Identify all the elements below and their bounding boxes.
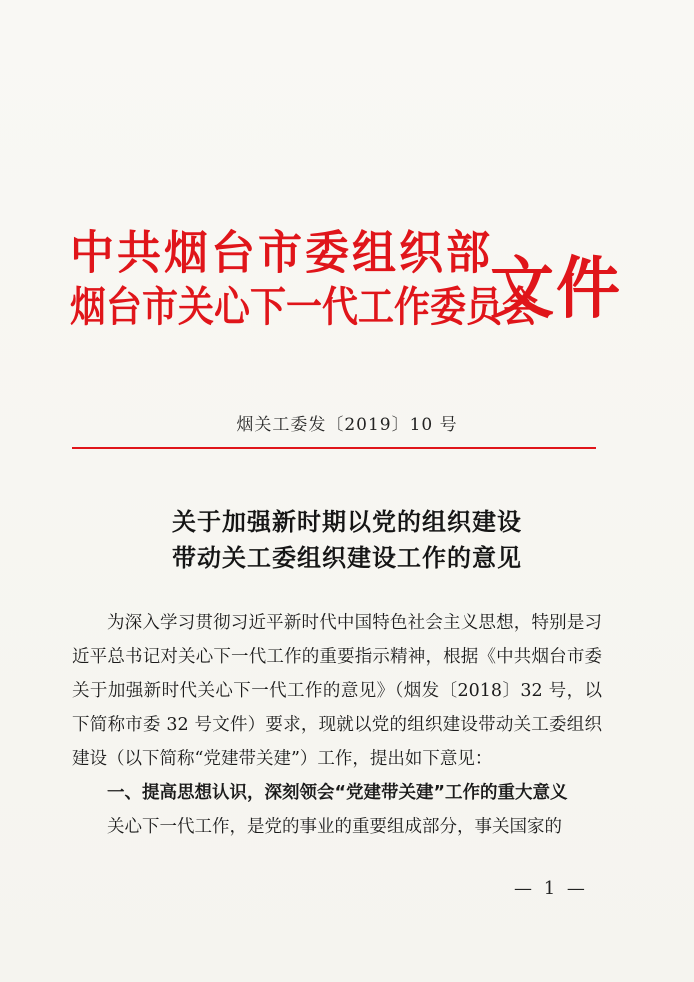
document-title-line-2: 带动关工委组织建设工作的意见 [172, 543, 522, 572]
document-type-label: 文件 [490, 250, 622, 329]
page-number: — 1 — [514, 878, 588, 899]
red-separator-line [72, 447, 596, 449]
issuer-line-1: 中共烟台市委组织部 [70, 226, 493, 281]
bleed-through-texture [70, 118, 654, 153]
body-paragraph-1: 为深入学习贯彻习近平新时代中国特色社会主义思想，特别是习近平总书记对关心下一代工作的重要指示精神，根据《中共烟台市委关于加强新时代关心下一代工作的意见》（烟发〔2018〕32 号，以下简称市委 32 号文件）要求，现就以党的组织建设带动关工委组织建设（以下简称“党建带关建”）工作，提出如下意见： [72, 613, 602, 769]
section-heading-1: 一、提高思想认识，深刻领会“党建带关建”工作的重大意义 [107, 783, 568, 803]
masthead [70, 215, 640, 345]
document-body [72, 606, 602, 844]
body-paragraph-2: 关心下一代工作，是党的事业的重要组成部分，事关国家的 [107, 817, 562, 837]
document-number: 烟关工委发〔2019〕10 号 [236, 415, 458, 435]
document-title-line-1: 关于加强新时期以党的组织建设 [172, 507, 522, 536]
issuer-line-2: 烟台市关心下一代工作委员会 [70, 284, 539, 332]
